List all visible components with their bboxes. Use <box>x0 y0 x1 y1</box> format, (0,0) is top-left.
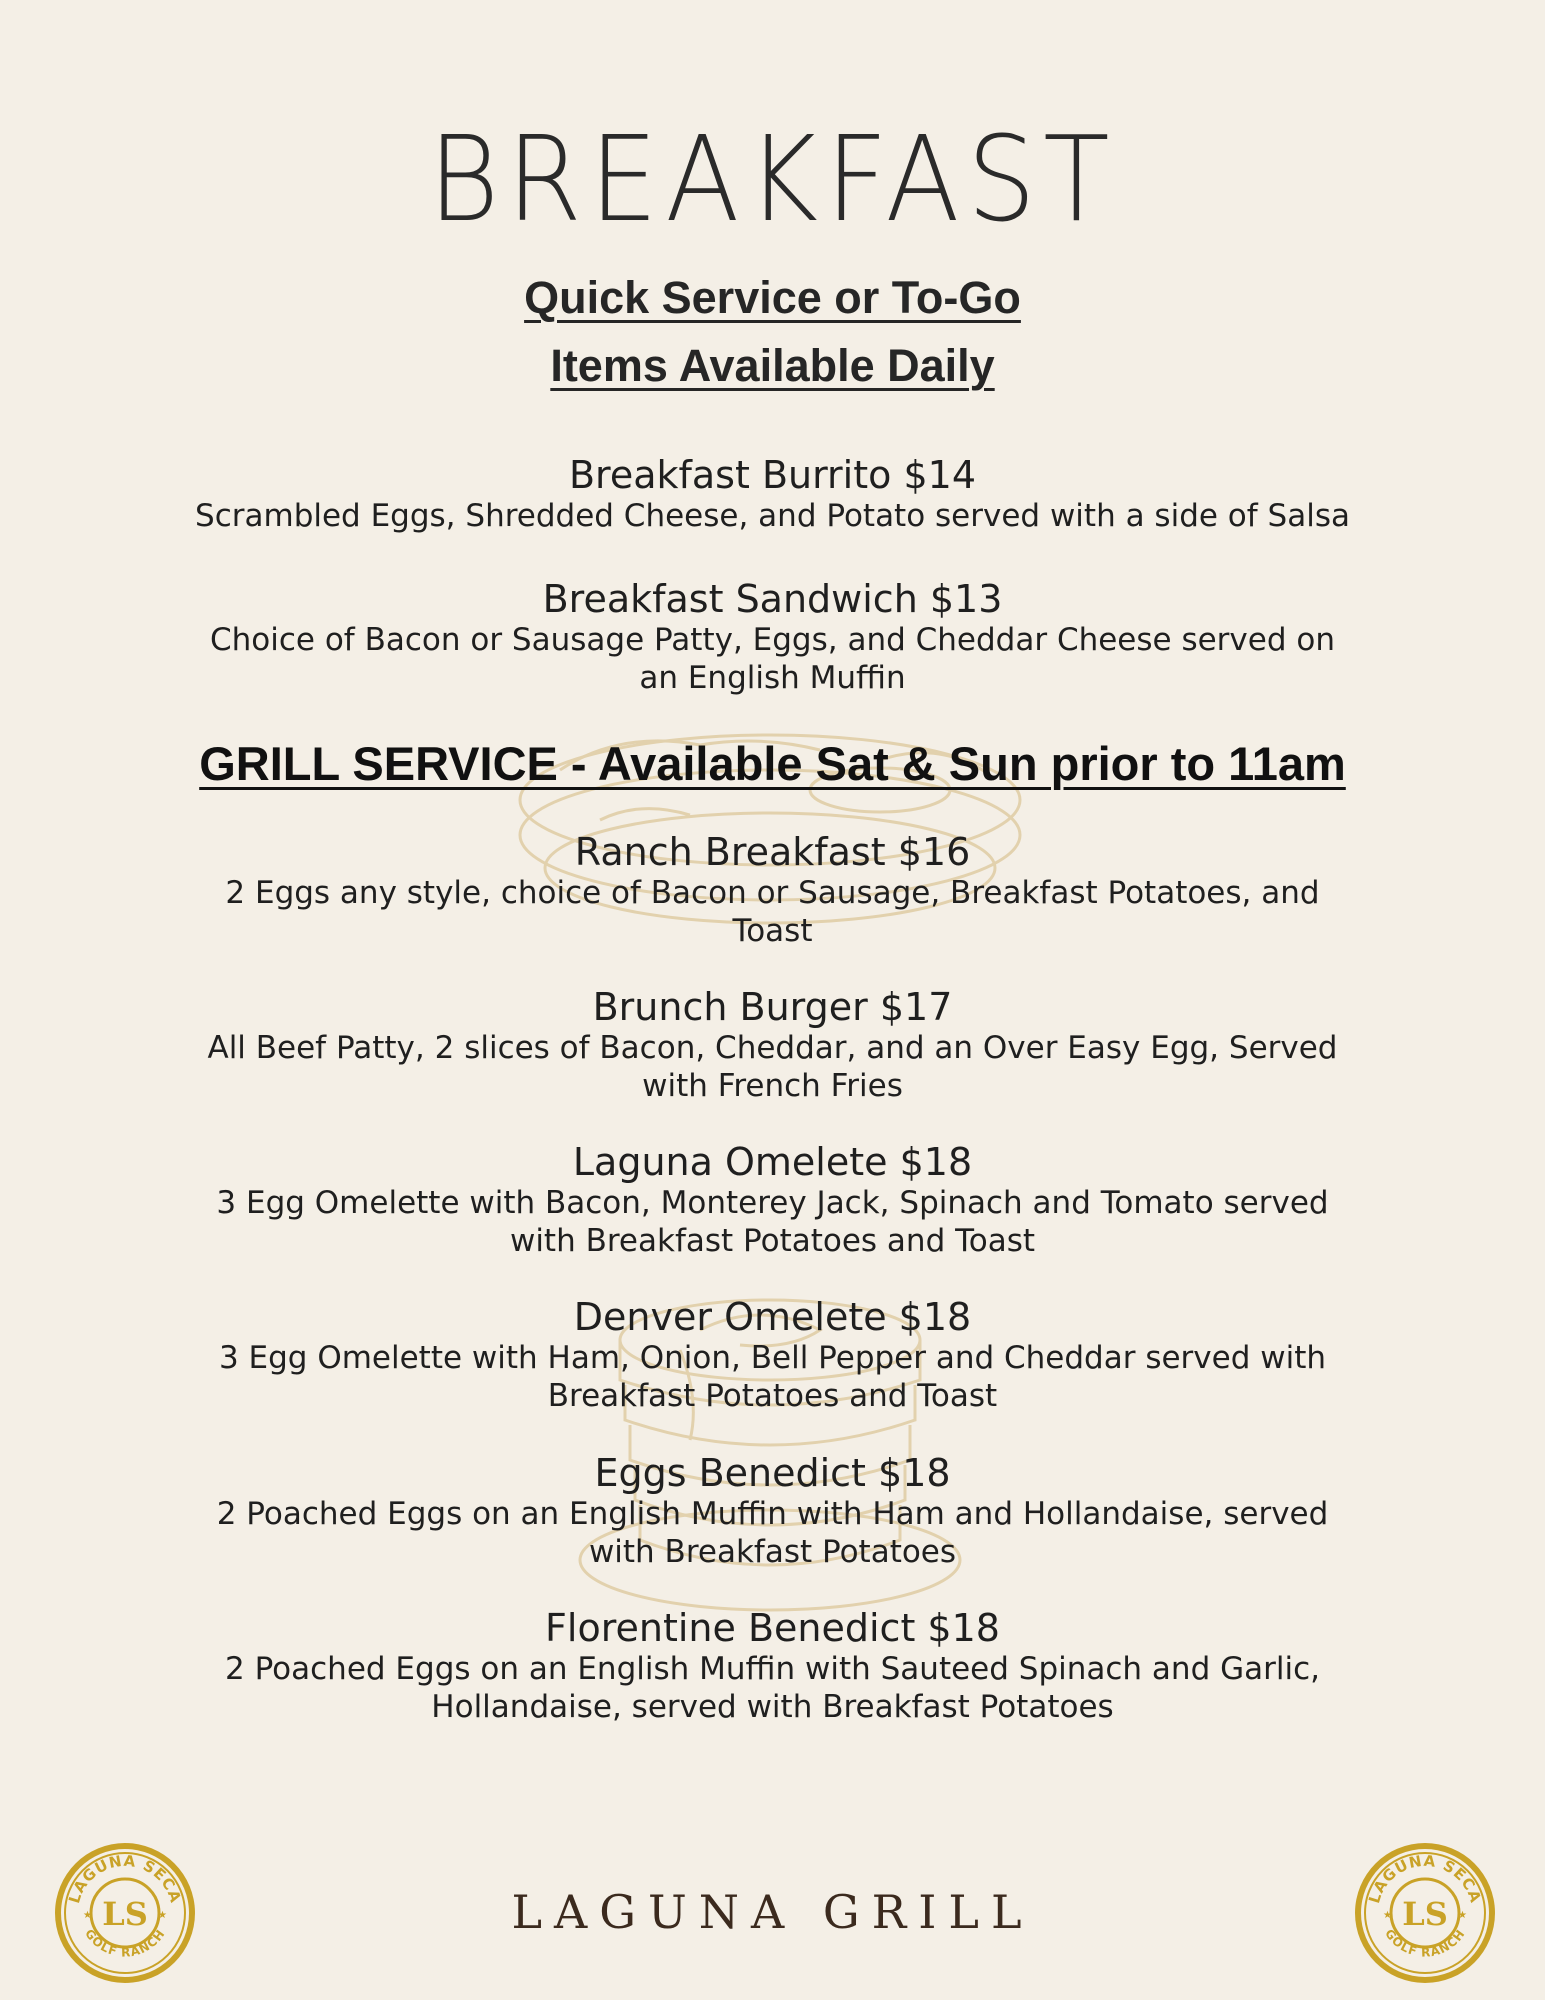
svg-text:LAGUNA SECA: LAGUNA SECA <box>1365 1851 1485 1906</box>
item-name: Ranch Breakfast $16 <box>574 830 971 874</box>
golf-ranch-logo-left <box>50 1838 200 1988</box>
menu-item-laguna-omelete <box>140 1140 1405 1260</box>
item-name: Eggs Benedict $18 <box>594 1451 951 1495</box>
svg-text:★: ★ <box>83 1910 92 1921</box>
item-name: Breakfast Burrito $14 <box>568 453 976 497</box>
svg-text:GOLF RANCH: GOLF RANCH <box>1382 1926 1468 1960</box>
item-description: Scrambled Eggs, Shredded Cheese, and Potato served with a side of Salsa <box>195 498 1350 534</box>
item-description: Choice of Bacon or Sausage Patty, Eggs, and Cheddar Cheese served on an English Muffin <box>210 622 1335 696</box>
menu-item-breakfast-burrito <box>140 453 1405 535</box>
menu-item-florentine-benedict <box>140 1606 1405 1726</box>
item-description: 3 Egg Omelette with Ham, Onion, Bell Pepper and Cheddar served with Breakfast Potatoes and Toast <box>218 1340 1327 1414</box>
item-name: Denver Omelete $18 <box>573 1295 972 1339</box>
item-description: 2 Eggs any style, choice of Bacon or Sausage, Breakfast Potatoes, and Toast <box>225 875 1320 949</box>
svg-text:★: ★ <box>158 1910 167 1921</box>
menu-item-ranch-breakfast <box>140 830 1405 950</box>
item-name: Laguna Omelete $18 <box>572 1140 973 1184</box>
item-description: 3 Egg Omelette with Bacon, Monterey Jack, Spinach and Tomato served with Breakfast Potatoes and Toast <box>216 1185 1329 1259</box>
menu-item-brunch-burger <box>140 985 1405 1105</box>
menu-item-denver-omelete <box>140 1295 1405 1415</box>
golf-ranch-logo-right <box>1350 1838 1500 1988</box>
menu-item-eggs-benedict <box>140 1451 1405 1571</box>
item-description: 2 Poached Eggs on an English Muffin with Ham and Hollandaise, served with Breakfast Potatoes <box>216 1496 1329 1570</box>
svg-text:★: ★ <box>1383 1910 1392 1921</box>
svg-text:LS: LS <box>102 1895 148 1933</box>
menu-item-breakfast-sandwich <box>140 577 1405 697</box>
svg-text:LS: LS <box>1402 1895 1448 1933</box>
available-daily-heading: Items Available Daily <box>550 340 995 391</box>
svg-text:LAGUNA SECA: LAGUNA SECA <box>65 1851 185 1906</box>
item-description: 2 Poached Eggs on an English Muffin with Sauteed Spinach and Garlic, Hollandaise, served with Breakfast Potatoes <box>225 1651 1320 1725</box>
restaurant-name-footer: LAGUNA GRILL <box>511 1885 1034 1939</box>
quick-service-heading: Quick Service or To-Go <box>524 272 1021 323</box>
grill-service-heading: GRILL SERVICE - Available Sat & Sun prior to 11am <box>199 737 1346 790</box>
svg-text:GOLF RANCH: GOLF RANCH <box>82 1926 168 1960</box>
item-name: Breakfast Sandwich $13 <box>542 577 1003 621</box>
item-name: Brunch Burger $17 <box>592 985 953 1029</box>
item-description: All Beef Patty, 2 slices of Bacon, Cheddar, and an Over Easy Egg, Served with French Fries <box>207 1030 1338 1104</box>
svg-text:★: ★ <box>1458 1910 1467 1921</box>
item-name: Florentine Benedict $18 <box>545 1606 1000 1650</box>
menu-title: BREAKFAST <box>428 110 1117 248</box>
